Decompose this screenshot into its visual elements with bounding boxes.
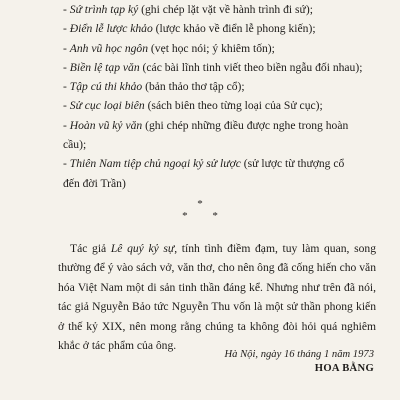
list-item — [63, 116, 375, 155]
work-description: (lược khảo về điển lễ phong kiến); — [152, 22, 316, 36]
list-dash: - — [63, 60, 70, 74]
divider-bottom-asterisks: * * — [182, 210, 218, 222]
section-divider — [0, 198, 400, 222]
dateline: Hà Nội, ngày 16 tháng 1 năm 1973 — [224, 349, 374, 360]
work-description: (sử lược từ thượng cổ — [240, 157, 345, 171]
divider-top-asterisk: * — [197, 198, 203, 210]
list-dash: - — [63, 118, 70, 132]
work-description: (các bài lĩnh tinh viết theo biền ngẫu đối nhau); — [139, 60, 363, 74]
list-item — [63, 0, 375, 19]
list-item — [63, 39, 375, 58]
book-title: Lê quý kỷ sự — [110, 242, 175, 255]
work-title: Điển lễ lược khảo — [69, 22, 153, 36]
list-item — [63, 77, 375, 96]
work-description: (bản thảo thơ tập cổ); — [142, 80, 245, 94]
work-title: Tập cú thi khảo — [69, 80, 143, 94]
closing-paragraph — [58, 239, 376, 355]
work-title: Biền lệ tạp văn — [69, 60, 140, 74]
work-title: Hoàn vũ kỷ văn — [69, 118, 143, 132]
list-dash: - — [63, 99, 70, 113]
list-item — [63, 96, 375, 115]
author-signature: HOA BẰNG — [314, 363, 374, 374]
list-dash: - — [63, 41, 70, 55]
list-item — [63, 19, 375, 38]
list-dash: - — [63, 22, 70, 36]
work-title: Anh vũ học ngôn — [69, 41, 149, 55]
list-dash: - — [63, 157, 70, 171]
work-description-continued: đến đời Trần) — [63, 176, 126, 190]
work-title: Sứ trình tạp ký — [69, 3, 139, 16]
list-item — [63, 58, 375, 77]
list-dash: - — [63, 3, 70, 16]
list-dash: - — [63, 80, 70, 94]
work-title: Thiên Nam tiệp chủ ngoại kỷ sử lược — [69, 157, 241, 171]
work-title: Sử cục loại biên — [69, 99, 145, 113]
work-description: (ghi chép lặt vặt về hành trình đi sứ); — [138, 3, 313, 16]
work-description: (ghi chép những điều được nghe trong hoàn — [142, 118, 349, 132]
list-item — [63, 154, 375, 193]
work-description-continued: cầu); — [63, 138, 87, 152]
works-list — [63, 0, 375, 193]
work-description: (vẹt học nói; ý khiêm tốn); — [148, 41, 275, 55]
paragraph-body: , tính tình điềm đạm, tuy làm quan, song thường để ý vào sách vở, văn thơ, cho nên ông đã cống hiến cho văn hóa Việt Nam một di sản tinh thần đáng kể. Nhưng như trên đã nói, tác giả Nguyễn Bảo tức Nguyễn Thu vốn là một sử thần phong kiến ở thế kỷ XIX, nên mong rằng chúng ta không đòi hỏi quá nghiêm khắc ở tác phẩm của ông. — [58, 242, 376, 353]
work-description: (sách biên theo từng loại của Sử cục); — [144, 99, 323, 113]
paragraph-lead: Tác giả — [70, 242, 111, 255]
